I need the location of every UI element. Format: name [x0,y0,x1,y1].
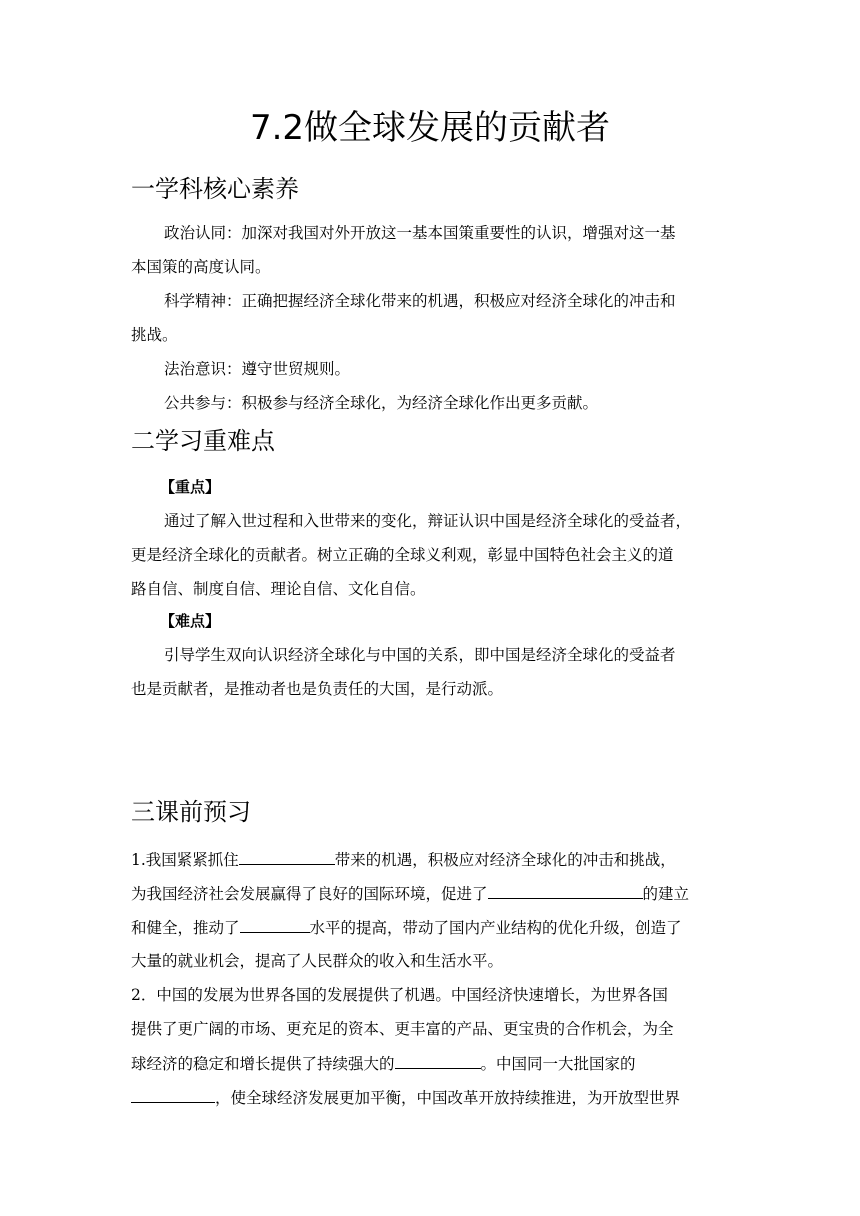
paragraph-line: 路自信、制度自信、理论自信、文化自信。 [131,580,426,598]
question-text: 。中国同一大批国家的 [480,1055,636,1073]
section-heading-preview: 三课前预习 [131,798,251,826]
paragraph-line: 法治意识：遵守世贸规则。 [164,360,351,378]
paragraph-line: 通过了解入世过程和入世带来的变化，辩证认识中国是经济全球化的受益者， [164,512,692,530]
answer-blank[interactable] [240,916,310,933]
answer-blank[interactable] [488,882,643,899]
page-title: 7.2做全球发展的贡献者 [249,108,611,148]
question-2-line-2: 提供了更广阔的市场、更充足的资本、更丰富的产品、更宝贵的合作机会，为全 [131,1020,674,1038]
question-text: ，使全球经济发展更加平衡，中国改革开放持续推进，为开放型世界 [215,1089,681,1107]
paragraph-line: 更是经济全球化的贡献者。树立正确的全球义利观，彰显中国特色社会主义的道 [131,546,674,564]
section-heading-key-points: 二学习重难点 [131,427,275,455]
question-2-line-4 [131,1086,680,1109]
key-point-label: 【重点】 [160,478,221,496]
question-2-line-3 [131,1052,636,1075]
question-text: 为我国经济社会发展赢得了良好的国际环境，促进了 [131,885,488,903]
paragraph-line: 公共参与：积极参与经济全球化，为经济全球化作出更多贡献。 [164,394,599,412]
paragraph-line: 也是贡献者，是推动者也是负责任的大国，是行动派。 [131,680,504,698]
paragraph-line: 本国策的高度认同。 [131,258,271,276]
question-1-line-3 [131,916,682,939]
paragraph-line: 政治认同：加深对我国对外开放这一基本国策重要性的认识，增强对这一基 [164,224,676,242]
question-text: 和健全，推动了 [131,919,240,937]
difficulty-label: 【难点】 [160,612,221,630]
answer-blank[interactable] [395,1052,481,1069]
section-heading-core-literacy: 一学科核心素养 [131,175,299,203]
paragraph-line: 科学精神：正确把握经济全球化带来的机遇，积极应对经济全球化的冲击和 [164,292,676,310]
question-text: 带来的机遇，积极应对经济全球化的冲击和挑战， [334,851,676,869]
question-text: 球经济的稳定和增长提供了持续强大的 [131,1055,395,1073]
question-text: 的建立 [642,885,690,903]
paragraph-line: 引导学生双向认识经济全球化与中国的关系，即中国是经济全球化的受益者 [164,646,676,664]
question-2-line-1: 2．中国的发展为世界各国的发展提供了机遇。中国经济快速增长，为世界各国 [131,986,668,1004]
question-1-line-4: 大量的就业机会，提高了人民群众的收入和生活水平。 [131,952,504,970]
question-1-line-2 [131,882,689,905]
answer-blank[interactable] [239,848,335,865]
paragraph-line: 挑战。 [131,326,178,344]
question-text: 1.我国紧紧抓住 [131,851,239,869]
question-1-line-1 [131,848,676,871]
question-text: 水平的提高，带动了国内产业结构的优化升级，创造了 [309,919,682,937]
answer-blank[interactable] [131,1086,215,1103]
